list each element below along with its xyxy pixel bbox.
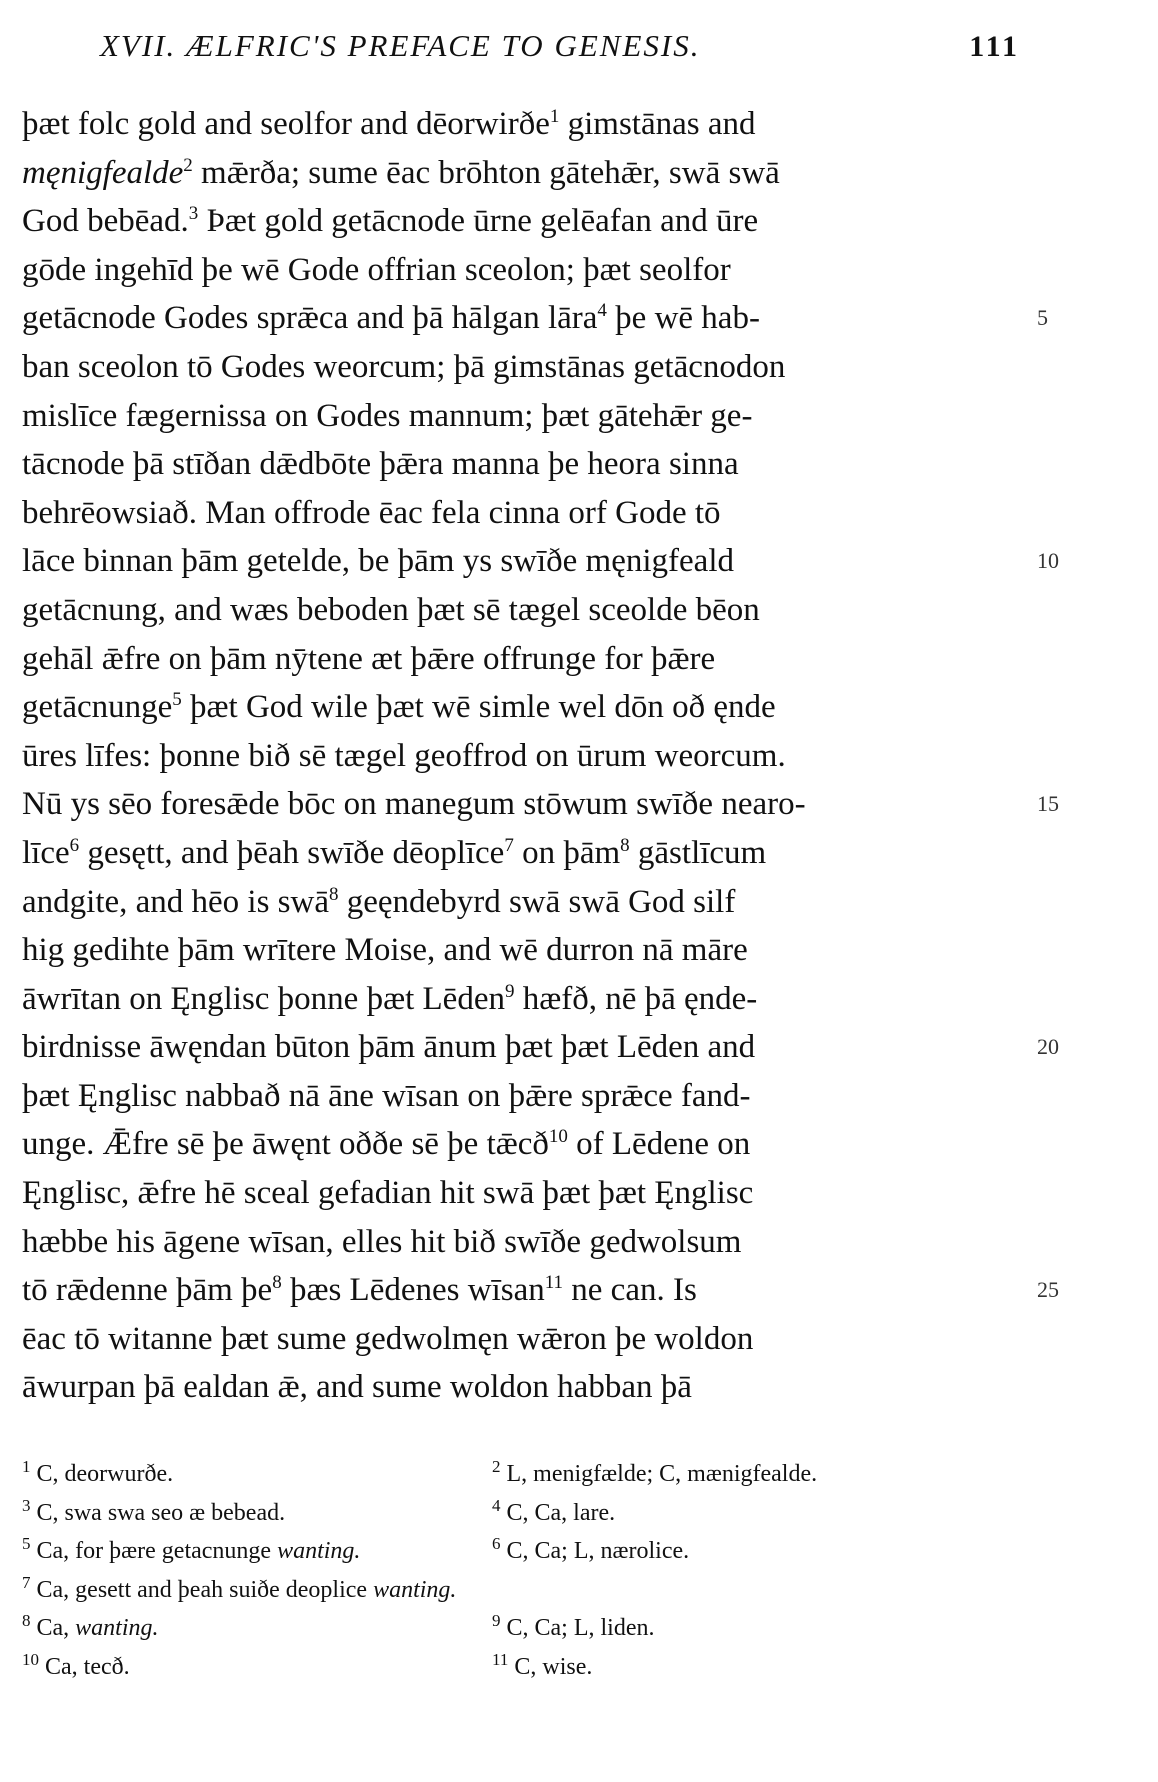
line-number: 20 [1037,1034,1059,1060]
text-line [22,926,1022,975]
text-run: geęndebyrd swā swā God silf [338,883,736,920]
footnote-mark: 3 [22,1495,31,1515]
text-run: līce [22,834,70,871]
footnote [492,1494,615,1533]
text-run: tō rǣdenne þām þe [22,1272,273,1309]
footnote-text: C, wise. [508,1653,593,1680]
text-line [22,392,1022,441]
footnote-text: C, Ca; L, nærolice. [500,1538,690,1564]
footnote-row [22,1571,1012,1610]
footnote [492,1532,689,1571]
footnote-mark: 10 [22,1649,39,1669]
text-line [22,635,1022,684]
text-run: unge. Ǣfre sē þe āwęnt oððe sē þe tǣcð [22,1126,549,1163]
text-line [22,294,1048,343]
text-line [22,246,1022,295]
text-run: gāstlīcum [629,834,767,871]
text-run: þæt Ęnglisc nabbað nā āne wīsan on þǣre sprǣce fand- [22,1077,751,1114]
footnote-reference: 4 [597,300,607,322]
footnote-reference: 9 [504,980,515,1002]
footnote-italic: wanting. [373,1576,457,1603]
footnote [492,1455,817,1494]
line-text [22,786,806,822]
footnote-mark: 1 [22,1457,31,1476]
text-run: hæbbe his āgene wīsan, elles hit bið swīðe gedwolsum [22,1223,742,1260]
line-text [22,592,760,628]
footnote-row [22,1648,1012,1687]
text-run: Nū ys sēo foresǣde bōc on manegum stōwum swīðe nearo- [22,786,806,823]
footnote-text: C, Ca; L, liden. [500,1615,655,1641]
line-text [22,446,739,482]
text-run: behrēowsiað. Man offrode ēac fela cinna orf Gode tō [22,494,721,531]
line-text [22,495,721,531]
footnote-mark: 6 [492,1534,501,1553]
text-line [22,100,1022,149]
text-run: gimstānas and [559,106,756,142]
footnote-text: C, swa swa seo æ bebead. [30,1499,286,1526]
text-line [22,343,1022,392]
text-line [22,1266,1059,1315]
line-text [22,106,756,142]
footnote [22,1532,360,1571]
footnote-text: C, Ca, lare. [500,1499,616,1526]
text-run: ne can. Is [563,1272,697,1309]
text-run: of Lēdene on [567,1126,751,1163]
line-text [22,1321,753,1357]
text-run: ūres līfes: þonne bið sē tægel geoffrod on ūrum weorcum. [22,737,786,774]
footnote-reference: 8 [272,1272,282,1294]
text-run: þæs Lēdenes wīsan [281,1272,545,1309]
line-text [22,543,734,579]
footnote-text: L, menigfælde; C, mænigfealde. [500,1461,818,1487]
text-run: lāce binnan þām getelde, be þām ys swīðe męnigfeald [22,543,734,580]
footnote-mark: 9 [492,1611,501,1630]
footnote-mark: 4 [492,1495,501,1515]
line-text [22,1369,692,1405]
text-run: þæt folc gold and seolfor and dēorwirðe [22,106,550,142]
line-text [22,981,757,1017]
text-run: birdnisse āwęndan būton þām ānum þæt þæt Lēden and [22,1029,756,1066]
text-line [22,1023,1059,1072]
footnote-mark: 7 [22,1572,31,1592]
line-number: 10 [1037,548,1059,574]
line-text [22,1078,751,1114]
text-line [22,197,1022,246]
text-line [22,1315,1022,1364]
text-run: mǣrða; sume ēac brōhton gātehǣr, swā swā [192,154,780,191]
line-text [22,1272,697,1308]
footnote-mark: 5 [22,1534,31,1553]
footnote [22,1571,456,1610]
text-run: on þām [513,834,621,871]
footnote-italic: wanting. [277,1538,361,1564]
footnote-text: Ca, for þære getacnunge [30,1538,278,1564]
text-run: getācnunge [22,689,173,726]
footnote-row [22,1494,1012,1533]
text-run: ban sceolon tō Godes weorcum; þā gimstānas getācnodon [22,348,786,385]
text-run: āwurpan þā ealdan ǣ, and sume woldon habban þā [22,1369,692,1406]
footnote-reference: 11 [544,1272,564,1294]
footnote-reference: 5 [172,689,182,711]
text-run: ēac tō witanne þæt sume gedwolmęn wǣron þe woldon [22,1320,754,1357]
line-text [22,689,776,725]
text-line [22,829,1022,878]
text-run: getācnode Godes sprǣca and þā hālgan lāra [22,300,598,337]
text-line [22,975,1022,1024]
text-run: hig gedihte þām wrītere Moise, and wē durron nā māre [22,932,748,969]
text-line [22,1218,1022,1267]
text-run: þæt God wile þæt wē simle wel dōn oð ęnde [181,689,776,726]
footnote-row [22,1609,1012,1648]
text-run: þe wē hab- [606,300,760,337]
footnote-mark: 2 [492,1457,501,1476]
footnote-reference: 3 [188,203,199,225]
text-line [22,1072,1022,1121]
text-line [22,149,1022,198]
text-run: gesętt, and þēah swīðe dēoplīce [79,834,505,871]
footnote-reference: 1 [549,106,560,127]
line-text [22,738,786,774]
line-text [22,1126,750,1162]
text-line [22,878,1022,927]
footnote-reference: 10 [548,1126,568,1148]
text-run: gōde ingehīd þe wē Gode offrian sceolon; þæt seolfor [22,251,731,288]
text-line [22,1363,1022,1412]
footnote-row [22,1532,1012,1571]
line-text [22,398,752,434]
footnote-text: C, deorwurðe. [30,1461,174,1487]
text-line [22,489,1022,538]
text-line [22,1169,1022,1218]
text-line [22,586,1022,635]
footnote-text: Ca, [30,1615,76,1641]
footnotes [22,1455,1012,1686]
page-number: 111 [969,30,1020,63]
line-text [22,835,766,871]
footnote [492,1648,592,1687]
text-run: God bebēad. [22,203,189,240]
line-text [22,1175,753,1211]
footnote-row [22,1455,1012,1494]
text-run: Ęnglisc, ǣfre hē sceal gefadian hit swā þæt þæt Ęnglisc [22,1175,754,1212]
text-run: getācnung, and wæs beboden þæt sē tægel sceolde bēon [22,591,760,628]
text-line [22,440,1022,489]
footnote-reference: 6 [69,834,80,856]
text-run: mislīce fægernissa on Godes mannum; þæt gātehǣr ge- [22,397,753,434]
footnote [22,1648,130,1687]
text-line [22,683,1022,732]
line-number: 15 [1037,791,1059,817]
text-run: andgite, and hēo is swā [22,883,330,920]
text-run: Þæt gold getācnode ūrne gelēafan and ūre [198,203,759,240]
text-line [22,780,1059,829]
line-text [22,252,731,288]
header-title: XVII. ÆLFRIC'S PREFACE TO GENESIS. [100,28,701,63]
line-text [22,155,780,191]
running-header [100,28,1020,68]
text-run: hæfð, nē þā ęnde- [514,980,758,1017]
text-run: āwrītan on Ęnglisc þonne þæt Lēden [22,980,505,1017]
line-text [22,203,758,239]
body-text [22,100,1059,1412]
footnote-text: Ca, tecð. [39,1653,130,1680]
text-run: gehāl ǣfre on þām nȳtene æt þǣre offrunge for þǣre [22,640,716,677]
footnote-mark: 11 [492,1649,509,1669]
line-text [22,932,748,968]
line-text [22,1224,741,1260]
footnote [22,1609,159,1648]
footnote-text: Ca, gesett and þeah suiðe deoplice [30,1576,374,1603]
footnote-reference: 8 [620,834,630,856]
text-run: tācnode þā stīðan dǣdbōte þǣra manna þe heora sinna [22,446,739,483]
line-text [22,349,785,385]
footnote-reference: 2 [183,154,193,176]
line-text [22,641,715,677]
line-text [22,300,760,336]
footnote-reference: 8 [329,883,339,905]
line-text [22,884,735,920]
text-line [22,537,1059,586]
text-line [22,1120,1022,1169]
italic-text: męnigfealde [22,154,184,191]
text-line [22,732,1022,781]
footnote [22,1494,285,1533]
line-text [22,1029,755,1065]
footnote-italic: wanting. [75,1615,159,1641]
line-number: 25 [1037,1277,1059,1303]
footnote [492,1609,654,1648]
line-number: 5 [1037,305,1048,331]
footnote-reference: 7 [504,834,514,856]
footnote [22,1455,173,1494]
footnote-mark: 8 [22,1611,31,1630]
